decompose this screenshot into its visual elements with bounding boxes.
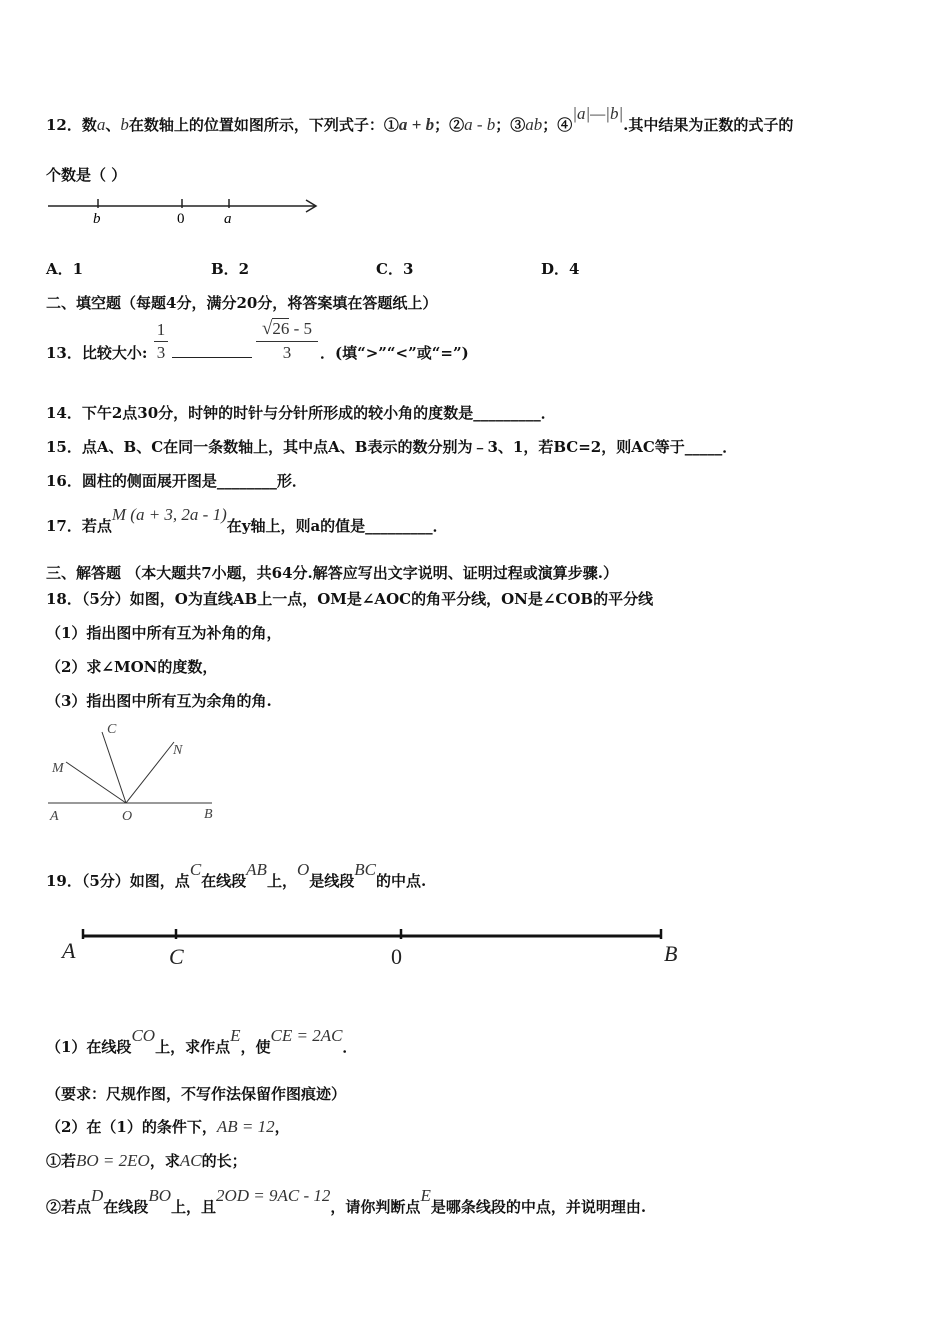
q19-sub-1: （1）在线段CO上，求作点E，使CE = 2AC．: [46, 1026, 358, 1056]
q18-sub-1: （1）指出图中所有互为补角的角，: [46, 624, 282, 642]
label-n: N: [173, 743, 183, 758]
section-3-heading: 三、解答题 （本大题共7小题，共64分.解答应写出文字说明、证明过程或演算步骤.）: [46, 564, 618, 582]
label-a: A: [50, 809, 59, 824]
option-b: B．2: [211, 260, 250, 278]
q17: 17．若点M (a + 3, 2a - 1)在y轴上，则a的值是_________．: [46, 505, 448, 535]
q14: 14．下午2点30分，时钟的时针与分针所形成的较小角的度数是_________．: [46, 404, 556, 422]
q18-title: 18．（5分）如图，O为直线AB上一点，OM是∠AOC的角平分线，ON是∠COB的平分线: [46, 590, 654, 608]
q19-requirement: （要求：尺规作图，不写作法保留作图痕迹）: [46, 1085, 347, 1103]
point-m-expr: M (a + 3, 2a - 1): [111, 505, 227, 524]
label-b: B: [204, 807, 213, 822]
q12-number-line: [44, 196, 334, 228]
seg-label-c: C: [169, 944, 184, 969]
q13-answer-blank: [172, 357, 252, 358]
expr-2: a - b: [464, 115, 496, 134]
section-2-heading: 二、填空题（每题4分，满分20分，将答案填在答题纸上）: [46, 294, 438, 312]
q13-fraction-2: √26 - 5 3: [256, 318, 318, 363]
q13-suffix: ．(填“>”“<”或“=”): [320, 344, 469, 362]
q19-sub-2: （2）在（1）的条件下，AB = 12，: [46, 1117, 290, 1136]
label-o: O: [122, 809, 133, 824]
q18-sub-2: （2）求∠MON的度数，: [46, 658, 218, 676]
seg-label-a: A: [62, 938, 76, 963]
q18-angle-figure: [44, 716, 234, 828]
q13-prefix: 13．比较大小:: [46, 344, 148, 362]
expr-4: |a|—|b|: [572, 104, 624, 123]
q12-line1: 12．数a、b在数轴上的位置如图所示，下列式子：①a + b；②a - b；③ab；④|a|—|b|.其中结果为正数的式子的: [46, 104, 794, 134]
axis-label-a: a: [224, 211, 232, 227]
axis-label-b: b: [93, 211, 101, 227]
q19-title: 19．（5分）如图，点C在线段AB上，O是线段BC的中点.: [46, 860, 427, 890]
q18-sub-3: （3）指出图中所有互为余角的角.: [46, 692, 272, 710]
expr-3: ab: [525, 115, 543, 134]
q19-segment-figure: [56, 924, 696, 972]
label-c: C: [107, 722, 117, 737]
expr-1: a + b: [398, 115, 435, 134]
label-m: M: [52, 761, 64, 776]
option-c: C．3: [376, 260, 414, 278]
axis-label-0: 0: [177, 211, 185, 227]
option-d: D．4: [541, 260, 580, 278]
seg-label-b: B: [664, 941, 678, 966]
q16: 16．圆柱的侧面展开图是________形．: [46, 472, 307, 490]
option-a: A．1: [46, 260, 84, 278]
q15: 15．点A、B、C在同一条数轴上，其中点A、B表示的数分别为﹣3、1，若BC=2，则AC等于_____．: [46, 438, 738, 456]
var-a: a: [96, 115, 106, 134]
q13-fraction-1: 1 3: [154, 320, 168, 363]
q19-case-2: ②若点D在线段BO上，且2OD = 9AC - 12，请你判断点E是哪条线段的中点，并说明理由.: [46, 1186, 647, 1216]
seg-label-o: 0: [391, 944, 402, 969]
q12-line2: 个数是（ ）: [46, 166, 127, 184]
var-b: b: [120, 115, 129, 134]
q19-case-1: ①若BO = 2EO，求AC的长；: [46, 1151, 247, 1170]
